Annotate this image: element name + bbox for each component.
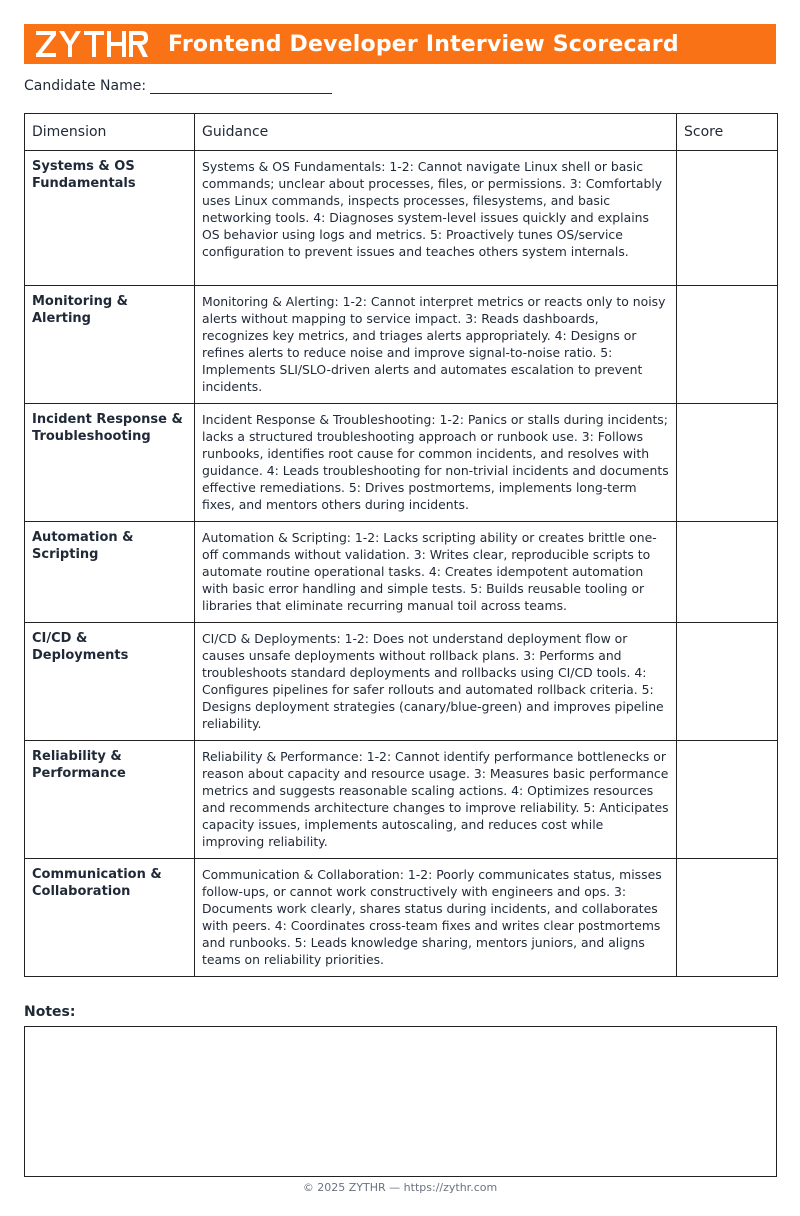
dimension-cell: Incident Response & Troubleshooting	[25, 404, 195, 522]
dimension-cell: CI/CD & Deployments	[25, 623, 195, 741]
dimension-cell: Communication & Collaboration	[25, 859, 195, 977]
zythr-logo-mark	[36, 31, 148, 57]
footer-copyright: © 2025 ZYTHR — https://zythr.com	[302, 1181, 498, 1194]
guidance-cell: Reliability & Performance: 1-2: Cannot identify performance bottlenecks or reason about capacity and resource usage. 3: Measures basic performance metrics and suggests reasonable scaling actions. 4: Optimizes resources and recommends architecture changes to improve reliability. 5: Anticipates capacity issues, implements autoscaling, and reduces cost while improving reliability.	[195, 741, 677, 859]
column-header-dimension: Dimension	[25, 114, 195, 151]
guidance-cell: CI/CD & Deployments: 1-2: Does not understand deployment flow or causes unsafe deployments without rollback plans. 3: Performs and troubleshoots standard deployments and rollbacks using CI/CD tools. 4: Configures pipelines for safer rollouts and automated rollback criteria. 5: Designs deployment strategies (canary/blue-green) and improves pipeline reliability.	[195, 623, 677, 741]
column-header-guidance: Guidance	[195, 114, 677, 151]
dimension-cell: Automation & Scripting	[25, 522, 195, 623]
guidance-cell: Systems & OS Fundamentals: 1-2: Cannot navigate Linux shell or basic commands; unclear about processes, files, or permissions. 3: Comfortably uses Linux commands, inspects processes, filesystems, and basic networking tools. 4: Diagnoses system-level issues quickly and explains OS behavior using logs and metrics. 5: Proactively tunes OS/service configuration to prevent issues and teaches others system internals.	[195, 151, 677, 286]
dimension-cell: Reliability & Performance	[25, 741, 195, 859]
score-cell	[677, 522, 778, 623]
table-row	[25, 859, 778, 977]
table-row	[25, 404, 778, 522]
column-header-score: Score	[677, 114, 778, 151]
score-cell	[677, 151, 778, 286]
table-row	[25, 741, 778, 859]
table-header-row	[25, 114, 778, 151]
candidate-name-label: Candidate Name:	[24, 78, 147, 94]
table-row	[25, 522, 778, 623]
table-row	[25, 286, 778, 404]
header-banner	[24, 24, 776, 64]
score-cell	[677, 859, 778, 977]
guidance-cell: Automation & Scripting: 1-2: Lacks scripting ability or creates brittle one-off commands without validation. 3: Writes clear, reproducible scripts to automate routine operational tasks. 4: Creates idempotent automation with basic error handling and simple tests. 5: Builds reusable tooling or libraries that eliminate recurring manual toil across teams.	[195, 522, 677, 623]
page-title: Frontend Developer Interview Scorecard	[168, 31, 679, 57]
guidance-cell: Monitoring & Alerting: 1-2: Cannot interpret metrics or reacts only to noisy alerts without mapping to service impact. 3: Reads dashboards, recognizes key metrics, and triages alerts appropriately. 4: Designs or refines alerts to reduce noise and improve signal-to-noise ratio. 5: Implements SLI/SLO-driven alerts and automates escalation to prevent incidents.	[195, 286, 677, 404]
score-cell	[677, 286, 778, 404]
score-cell	[677, 741, 778, 859]
notes-label: Notes:	[24, 1004, 76, 1020]
dimension-cell: Systems & OS Fundamentals	[25, 151, 195, 286]
table-row	[25, 151, 778, 286]
score-cell	[677, 404, 778, 522]
scorecard-table	[24, 113, 778, 977]
candidate-name-line	[150, 77, 332, 94]
dimension-cell: Monitoring & Alerting	[25, 286, 195, 404]
guidance-cell: Incident Response & Troubleshooting: 1-2: Panics or stalls during incidents; lacks a structured troubleshooting approach or runbook use. 3: Follows runbooks, identifies root cause for common incidents, and resolves with guidance. 4: Leads troubleshooting for non-trivial incidents and documents effective remediations. 5: Drives postmortems, implements long-term fixes, and mentors others during incidents.	[195, 404, 677, 522]
zythr-logo	[36, 30, 148, 58]
score-cell	[677, 623, 778, 741]
notes-box[interactable]	[24, 1026, 777, 1177]
table-row	[25, 623, 778, 741]
candidate-name-row	[24, 77, 332, 94]
guidance-cell: Communication & Collaboration: 1-2: Poorly communicates status, misses follow-ups, or cannot work constructively with engineers and ops. 3: Documents work clearly, shares status during incidents, and collaborates with peers. 4: Coordinates cross-team fixes and writes clear postmortems and runbooks. 5: Leads knowledge sharing, mentors juniors, and aligns teams on reliability priorities.	[195, 859, 677, 977]
